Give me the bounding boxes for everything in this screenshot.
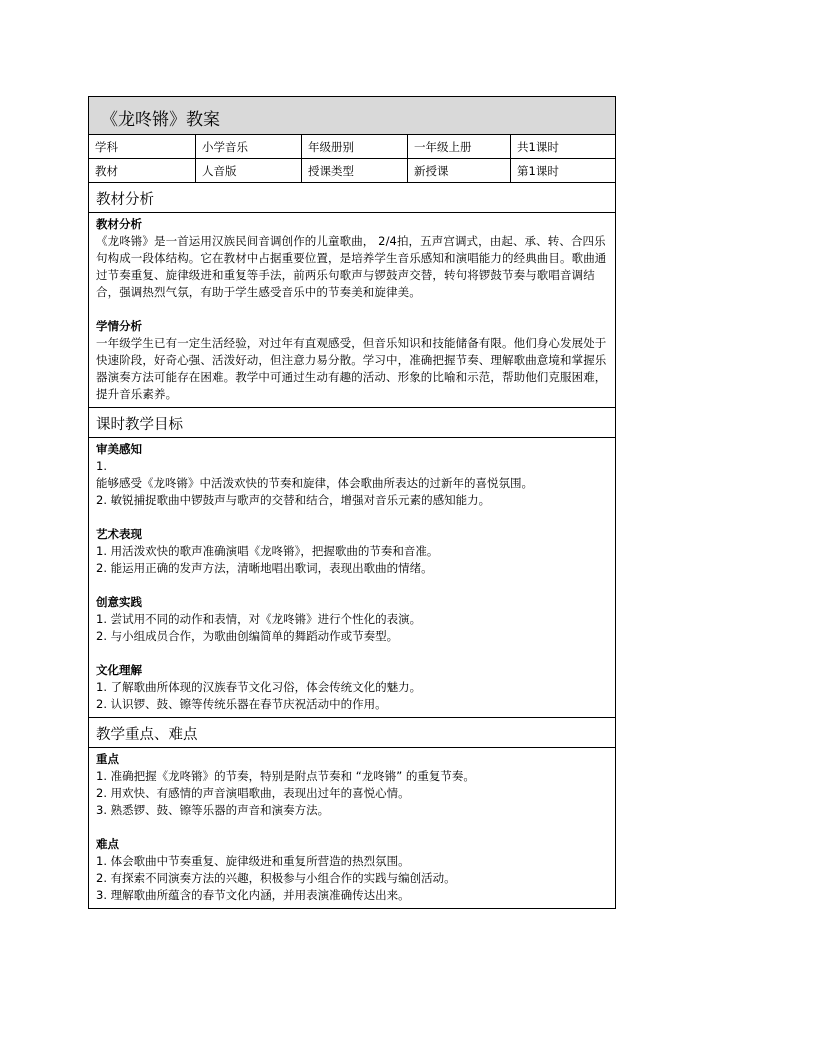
objective-group-title: 审美感知 <box>96 442 142 456</box>
total-periods: 共1课时 <box>517 139 559 154</box>
material-analysis-subheading: 教材分析 <box>96 217 142 231</box>
grade-label: 年级册别 <box>302 135 408 158</box>
difficulty-item: 3. 理解歌曲所蕴含的春节文化内涵，并用表演准确传达出来。 <box>96 888 410 902</box>
info-row-1 <box>89 135 615 159</box>
section-heading-objectives: 课时教学目标 <box>89 408 615 438</box>
learner-analysis-subheading: 学情分析 <box>96 319 142 333</box>
section-body-keypoints <box>89 748 615 908</box>
doc-title: 《龙咚锵》教案 <box>101 110 220 130</box>
material-analysis-text: 《龙咚锵》是一首运用汉族民间音调创作的儿童歌曲， 2/4拍，五声宫调式，由起、承、转、合四乐句构成一段体结构。它在教材中占据重要位置，是培养学生音乐感知和演唱能力的经典曲目。歌曲通过节奏重复、旋律级进和重复等手法，前两乐句歌声与锣鼓声交替，转句将锣鼓节奏与歌唱音调结合，强调热烈气氛，有助于学生感受音乐中的节奏美和旋律美。 <box>96 234 607 299</box>
lesson-type-value: 新授课 <box>408 159 511 182</box>
difficulty-group-title: 难点 <box>96 837 119 851</box>
objective-group-title: 创意实践 <box>96 595 142 609</box>
section-body-analysis <box>89 213 615 408</box>
keypoint-item: 3. 熟悉锣、鼓、镲等乐器的声音和演奏方法。 <box>96 803 330 817</box>
title-bar <box>89 97 615 135</box>
objective-item: 1. 尝试用不同的动作和表情，对《龙咚锵》进行个性化的表演。 <box>96 612 422 626</box>
keypoint-group-title: 重点 <box>96 752 119 766</box>
objective-item: 1. 了解歌曲所体现的汉族春节文化习俗，体会传统文化的魅力。 <box>96 680 422 694</box>
section-body-objectives <box>89 438 615 718</box>
difficulty-item: 1. 体会歌曲中节奏重复、旋律级进和重复所营造的热烈氛围。 <box>96 854 410 868</box>
textbook-value: 人音版 <box>196 159 302 182</box>
objective-item: 2. 敏锐捕捉歌曲中锣鼓声与歌声的交替和结合，增强对音乐元素的感知能力。 <box>96 493 491 507</box>
subject-label: 学科 <box>89 135 196 158</box>
objective-group-title: 文化理解 <box>96 663 142 677</box>
learner-analysis-text: 一年级学生已有一定生活经验，对过年有直观感受，但音乐知识和技能储备有限。他们身心发展处于快速阶段，好奇心强、活泼好动，但注意力易分散。学习中，准确把握节奏、理解歌曲意境和掌握乐器演奏方法可能存在困难。教学中可通过生动有趣的活动、形象的比喻和示范，帮助他们克服困难，提升音乐素养。 <box>96 336 607 401</box>
objective-item: 2. 能运用正确的发声方法，清晰地唱出歌词，表现出歌曲的情绪。 <box>96 561 433 575</box>
info-row-2 <box>89 159 615 183</box>
objective-item: 2. 认识锣、鼓、镲等传统乐器在春节庆祝活动中的作用。 <box>96 697 387 711</box>
section-heading-keypoints: 教学重点、难点 <box>89 718 615 748</box>
grade-value: 一年级上册 <box>408 135 511 158</box>
keypoint-item: 1. 准确把握《龙咚锵》的节奏，特别是附点节奏和 “龙咚锵” 的重复节奏。 <box>96 769 475 783</box>
subject-value: 小学音乐 <box>196 135 302 158</box>
lesson-type-label: 授课类型 <box>302 159 408 182</box>
objective-group-title: 艺术表现 <box>96 527 142 541</box>
lesson-plan-table <box>88 96 616 909</box>
textbook-label: 教材 <box>89 159 196 182</box>
difficulty-item: 2. 有探索不同演奏方法的兴趣，积极参与小组合作的实践与编创活动。 <box>96 871 456 885</box>
objective-item: 能够感受《龙咚锵》中活泼欢快的节奏和旋律，体会歌曲所表达的过新年的喜悦氛围。 <box>96 476 533 490</box>
objective-item: 1. <box>96 459 107 473</box>
objective-item: 2. 与小组成员合作，为歌曲创编简单的舞蹈动作或节奏型。 <box>96 629 399 643</box>
objective-item: 1. 用活泼欢快的歌声准确演唱《龙咚锵》，把握歌曲的节奏和音准。 <box>96 544 439 558</box>
current-period: 第1课时 <box>517 163 559 178</box>
section-heading-analysis: 教材分析 <box>89 183 615 213</box>
keypoint-item: 2. 用欢快、有感情的声音演唱歌曲，表现出过年的喜悦心情。 <box>96 786 410 800</box>
